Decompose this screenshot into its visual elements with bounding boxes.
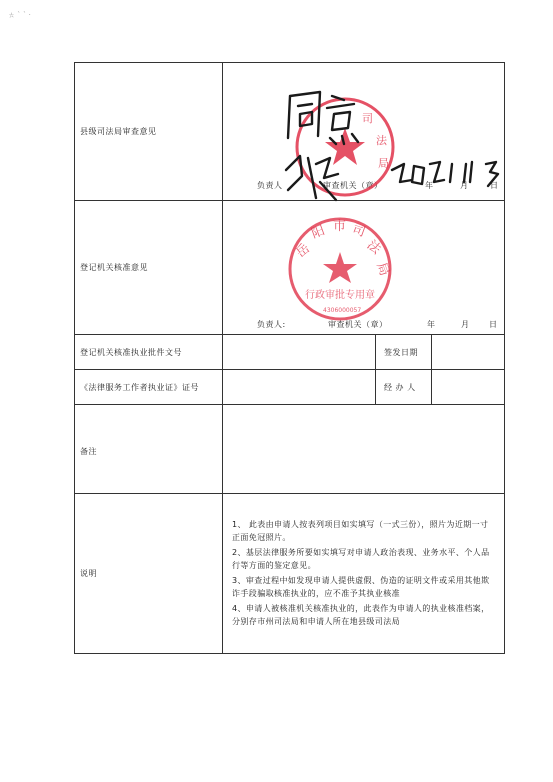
instruction-item: 2、基层法律服务所要如实填写对申请人政治表现、业务水平、个人品行等方面的鉴定意见。 [232,548,490,570]
svg-text:岳: 岳 [293,241,313,261]
column-divider [375,334,376,404]
svg-text:局: 局 [373,260,392,278]
county-sign-day: 日 [490,181,499,190]
instruction-item: 3、审查过程中如发现申请人提供虚假、伪造的证明文件或采用其他欺诈手段骗取核准执业的，应不准予其执业核准 [232,576,490,598]
remarks-label: 备注 [80,447,97,456]
row-divider [74,334,505,335]
instruction-item: 4、申请人被核准机关核准执业的，此表作为申请人的执业核准档案，分别存市州司法局和申请人所在地县级司法局 [232,604,490,626]
registry-sign-year: 年 [427,320,436,329]
registry-sign-authority: 审查机关（章） [328,320,388,329]
handwritten-signature [272,78,512,208]
registry-review-label: 登记机关核准意见 [80,263,148,272]
registry-sign-person: 负责人: [257,320,286,329]
county-sign-person: 负责人 [257,181,283,190]
instruction-item: 1、 此表由申请人按表列项目如实填写（一式三份），照片为近期一寸正面免冠照片。 [232,520,489,542]
svg-text:司: 司 [349,221,368,241]
svg-text:4306000057: 4306000057 [323,307,362,314]
certificate-number-label: 《法律服务工作者执业证》证号 [80,383,199,392]
svg-text:局: 局 [378,157,389,170]
issue-date-label: 签发日期 [384,348,418,357]
county-review-label: 县级司法局审查意见 [80,127,157,136]
row-divider [74,404,505,405]
svg-text:法: 法 [376,134,387,147]
instructions-label: 说明 [80,569,97,578]
county-sign-year: 年 [425,181,434,190]
approval-doc-number-label: 登记机关核准执业批件文号 [80,348,182,357]
svg-text:法: 法 [363,237,384,258]
registry-sign-day: 日 [489,320,498,329]
scan-mark: ㄊ ˋ ˋ · [8,11,31,19]
registry-sign-month: 月 [461,320,470,329]
svg-text:阳: 阳 [309,223,327,242]
row-divider [74,369,505,370]
county-sign-authority: 审查机关（章） [323,181,383,190]
handler-label: 经 办 人 [384,383,416,392]
column-divider [222,62,223,654]
row-divider [74,493,505,494]
svg-text:行政审批专用章: 行政审批专用章 [305,290,375,301]
county-sign-month: 月 [460,181,469,190]
svg-text:司: 司 [362,112,373,125]
svg-text:市: 市 [333,219,347,234]
registry-seal-stamp [285,214,395,324]
column-divider [431,334,432,404]
